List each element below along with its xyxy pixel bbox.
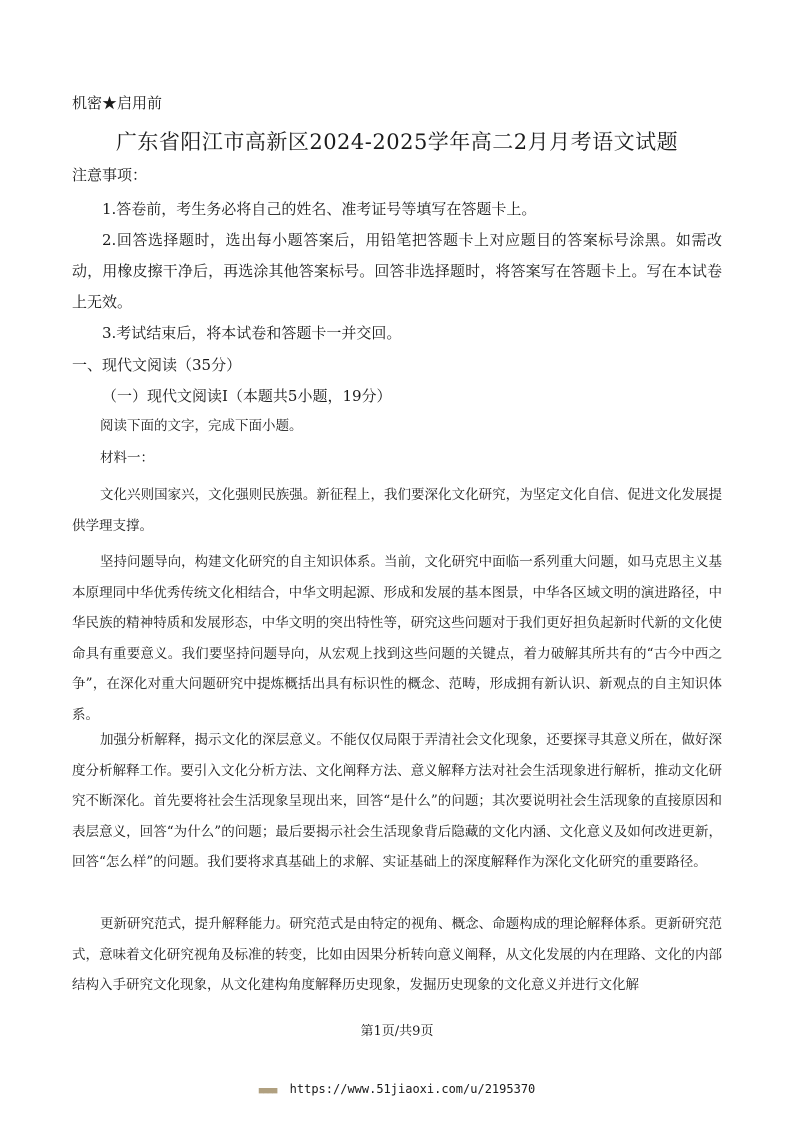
exam-title: 广东省阳江市高新区2024-2025学年高二2月月考语文试题 bbox=[115, 130, 679, 154]
watermark-logo: ■■■■ bbox=[258, 1086, 277, 1096]
notice-item-3: 3.考试结束后，将本试卷和答题卡一并交回。 bbox=[102, 324, 402, 342]
sub-section-heading: （一）现代文阅读Ⅰ（本题共5小题，19分） bbox=[102, 387, 392, 405]
paragraph-3: 加强分析解释，揭示文化的深层意义。不能仅仅局限于弄清社会文化现象，还要探寻其意义所在，做好深度分析解释工作。要引入文化分析方法、文化阐释方法、意义解释方法对社会生活现象进行解析，推动文化研究不断深化。首先要将社会生活现象呈现出来，回答“是什么”的问题；其次要说明社会生活现象的直接原因和表层意义，回答“为什么”的问题；最后要揭示社会生活现象背后隐藏的文化内涵、文化意义及如何改进更新，回答“怎么样”的问题。我们要将求真基础上的求解、实证基础上的深度解释作为深化文化研究的重要路径。 bbox=[72, 732, 722, 870]
page-number: 第1页/共9页 bbox=[360, 1024, 434, 1039]
notice-heading: 注意事项： bbox=[72, 166, 148, 184]
paragraph-1: 文化兴则国家兴，文化强则民族强。新征程上，我们要深化文化研究，为坚定文化自信、促进文化发展提供学理支撑。 bbox=[72, 487, 722, 534]
confidential-label: 机密★启用前 bbox=[72, 94, 163, 112]
notice-item-2: 2.回答选择题时，选出每小题答案后，用铅笔把答题卡上对应题目的答案标号涂黑。如需改动，用橡皮擦干净后，再选涂其他答案标号。回答非选择题时，将答案写在答题卡上。写在本试卷上无效。 bbox=[72, 231, 722, 311]
notice-item-1: 1.答卷前，考生务必将自己的姓名、准考证号等填写在答题卡上。 bbox=[102, 200, 537, 218]
source-url[interactable]: https://www.51jiaoxi.com/u/2195370 bbox=[289, 1082, 536, 1096]
paragraph-4: 更新研究范式，提升解释能力。研究范式是由特定的视角、概念、命题构成的理论解释体系。更新研究范式，意味着文化研究视角及标准的转变，比如由因果分析转向意义阐释，从文化发展的内在理路、文化的内部结构入手研究文化现象，从文化建构角度解释历史现象，发掘历史现象的文化意义并进行文化解 bbox=[72, 916, 722, 993]
source-url-line bbox=[0, 1082, 794, 1096]
material-label: 材料一： bbox=[100, 450, 154, 466]
section-heading: 一、现代文阅读（35分） bbox=[72, 356, 242, 374]
reading-instruction: 阅读下面的文字，完成下面小题。 bbox=[100, 418, 303, 434]
paragraph-2: 坚持问题导向，构建文化研究的自主知识体系。当前，文化研究中面临一系列重大问题，如马克思主义基本原理同中华优秀传统文化相结合，中华文明起源、形成和发展的基本图景，中华各区域文明的演进路径，中华民族的精神特质和发展形态，中华文明的突出特性等，研究这些问题对于我们更好担负起新时代新的文化使命具有重要意义。我们要坚持问题导向，从宏观上找到这些问题的关键点，着力破解其所共有的“古今中西之争”，在深化对重大问题研究中提炼概括出具有标识性的概念、范畴，形成拥有新认识、新观点的自主知识体系。 bbox=[72, 554, 722, 723]
